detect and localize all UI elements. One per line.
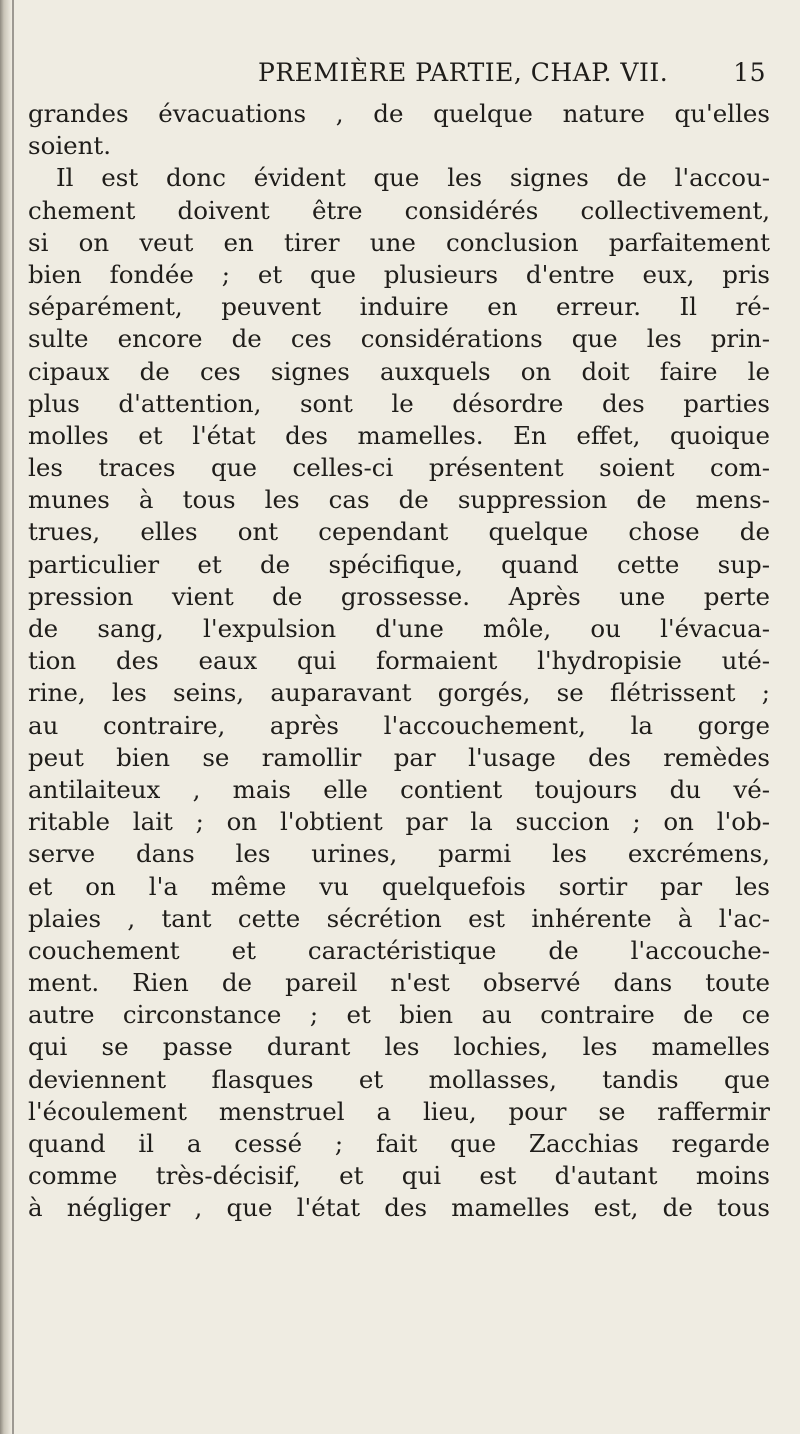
text-line: trues, elles ont cependant quelque chose de bbox=[28, 517, 770, 547]
text-line: pression vient de grossesse. Après une perte bbox=[28, 581, 770, 611]
text-line: ment. Rien de pareil n'est observé dans toute bbox=[28, 968, 770, 998]
text-line: deviennent flasques et mollasses, tandis que bbox=[28, 1064, 770, 1094]
text-line: particulier et de spécifique, quand cette sup- bbox=[28, 549, 770, 579]
page-gutter-shadow bbox=[0, 0, 12, 1434]
text-line: plus d'attention, sont le désordre des parties bbox=[28, 388, 770, 418]
text-line: les traces que celles-ci présentent soient com- bbox=[28, 453, 770, 483]
text-line: qui se passe durant les lochies, les mamelles bbox=[28, 1032, 770, 1062]
text-line: quand il a cessé ; fait que Zacchias regarde bbox=[28, 1129, 770, 1158]
text-line: de sang, l'expulsion d'une môle, ou l'évacua- bbox=[28, 614, 770, 643]
running-header bbox=[28, 58, 774, 92]
text-line: serve dans les urines, parmi les excrémens, bbox=[28, 839, 770, 869]
text-line: peut bien se ramollir par l'usage des remèdes bbox=[28, 742, 770, 772]
text-line: Il est donc évident que les signes de l'accou- bbox=[56, 163, 770, 193]
text-line: grandes évacuations , de quelque nature qu'elles bbox=[28, 99, 770, 128]
text-line: séparément, peuvent induire en erreur. Il ré- bbox=[28, 292, 770, 322]
text-line: comme très-décisif, et qui est d'autant moins bbox=[28, 1161, 770, 1191]
body-text bbox=[28, 98, 770, 1225]
page-number: 15 bbox=[733, 58, 766, 87]
text-line: rine, les seins, auparavant gorgés, se flétrissent ; bbox=[28, 678, 770, 708]
text-line: soient. bbox=[28, 131, 112, 161]
text-line: bien fondée ; et que plusieurs d'entre eux, pris bbox=[28, 259, 770, 289]
text-line: tion des eaux qui formaient l'hydropisie uté- bbox=[28, 646, 770, 676]
text-line: à négliger , que l'état des mamelles est, de tous bbox=[28, 1193, 770, 1223]
text-line: munes à tous les cas de suppression de mens- bbox=[28, 485, 770, 515]
text-line: cipaux de ces signes auxquels on doit faire le bbox=[28, 356, 770, 386]
text-line: chement doivent être considérés collectivement, bbox=[28, 195, 770, 225]
running-title: PREMIÈRE PARTIE, CHAP. VII. bbox=[258, 58, 669, 87]
text-line: molles et l'état des mamelles. En effet, quoique bbox=[28, 420, 770, 450]
text-line: plaies , tant cette sécrétion est inhérente à l'ac- bbox=[28, 903, 770, 933]
text-line: ritable lait ; on l'obtient par la succion ; on l'ob- bbox=[28, 807, 770, 837]
page-edge-line bbox=[12, 0, 14, 1434]
text-line: l'écoulement menstruel a lieu, pour se raffermir bbox=[28, 1096, 770, 1126]
text-line: couchement et caractéristique de l'accouche- bbox=[28, 935, 770, 965]
text-line: antilaiteux , mais elle contient toujours du vé- bbox=[28, 774, 770, 804]
text-line: sulte encore de ces considérations que les prin- bbox=[28, 324, 770, 354]
text-line: si on veut en tirer une conclusion parfaitement bbox=[28, 227, 770, 257]
text-line: autre circonstance ; et bien au contraire de ce bbox=[28, 1000, 770, 1030]
text-line: et on l'a même vu quelquefois sortir par les bbox=[28, 871, 770, 901]
text-line: au contraire, après l'accouchement, la gorge bbox=[28, 710, 770, 740]
